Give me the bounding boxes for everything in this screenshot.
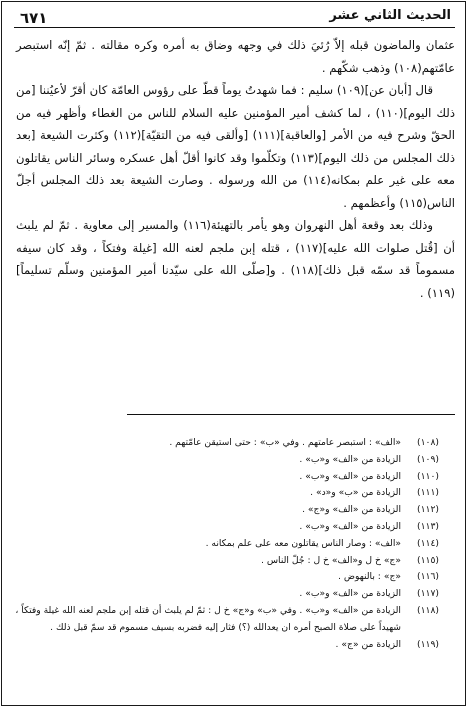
footnote-text: «الف» : استبصر عامتهم . وفي «ب» : حتى استيقن عامّتهم .: [169, 437, 401, 448]
footnote-separator: [127, 414, 455, 415]
footnote: [16, 469, 439, 486]
header-rule: [14, 27, 455, 28]
footnote-text: «ج» : بالنهوض .: [338, 571, 401, 583]
footnote-number: (١١٢): [417, 504, 439, 516]
footnote-text: الزيادة من «الف» و«ب» .: [299, 520, 401, 532]
footnote-text: الزيادة من «الف» و«ب» .: [299, 453, 401, 465]
footnote: [16, 553, 439, 570]
footnote-text: الزيادة من «الف» و«ب» . وفي «ب» و«ج» خ ل : ثمّ لم يلبث أن قتله إبن ملجم لعنه الله غيلة وفتكاً ،: [15, 604, 401, 616]
footnote-number: (١١٧): [417, 588, 439, 600]
footnote-number: (١١١): [417, 487, 439, 499]
footnote: [16, 569, 439, 586]
footnote-number: (١١٨): [417, 604, 439, 616]
footnote: [16, 485, 439, 502]
footnote-number: (١١٩): [417, 638, 439, 650]
footnote-number: (١١٤): [417, 537, 439, 549]
footnote-text: «ج» خ ل و«الف» خ ل : جُلّ الناس .: [260, 554, 401, 566]
footnote-number: (١١٦): [417, 571, 439, 583]
footnote-continuation: [16, 620, 439, 637]
running-title: الحديث الثاني عشر: [329, 8, 451, 23]
footnote: [16, 502, 439, 519]
footnote: [16, 519, 439, 536]
page-number: ٦٧١: [20, 9, 48, 27]
footnote: [16, 536, 439, 553]
paragraph: قال [أبان عن](١٠٩) سليم : فما شهدتُ يوماً قطّ على رؤوس العامّة كان أقرّ لأعيُننا [من ذلك اليوم](١١٠) ، لما كشف أمير المؤمنين عليه السلام للناس من الغطاء وأظهر فيه من الحقّ وشرح فيه من الأمر [والعاقبة](١١١) [وألقى فيه من التقيّة](١١٢) وكثرت الشيعة [بعد ذلك المجلس من ذلك اليوم](١١٣) وتكلّموا وقد كانوا أقلّ أهل عسكره وسائر الناس يقاتلون معه على غير علم بمكانه(١١٤) من الله ورسوله . وصارت الشيعة بعد ذلك المجلس أجلّ الناس(١١٥) وأعظمهم .: [16, 83, 456, 210]
footnote-text: الزيادة من «الف» و«ج» .: [302, 504, 401, 516]
footnote: [16, 637, 439, 654]
footnote-number: (١١٥): [417, 554, 439, 566]
footnotes: [16, 435, 439, 653]
footnote-text: الزيادة من «ج» .: [335, 638, 401, 650]
footnote-text: شهيداً على صلاة الصبح أمره ان يعدالله (؟) فثار إليه فضربه بسيف مسموم قد سمّ قبل ذلك .: [50, 621, 401, 633]
footnote: [16, 603, 439, 620]
footnote-number: (١١٣): [417, 520, 439, 532]
paragraph: عثمان والماضون قبله إلاّ رُئيَ ذلك في وجهه وضاق به أمره وكره مقالته . ثمّ إنّه استبصر عامّتهم(١٠٨) وذهب شكّهم .: [16, 38, 455, 75]
main-text: [16, 34, 455, 304]
footnote: [16, 452, 439, 469]
footnote: [16, 586, 439, 603]
footnote: [16, 435, 439, 452]
footnote-text: «الف» : وصار الناس يقاتلون معه على علم بمكانه .: [205, 537, 401, 549]
footnote-number: (١١٠): [417, 470, 439, 482]
paragraph: وذلك بعد وقعة أهل النهروان وهو يأمر بالتهيئة(١١٦) والمسير إلى معاوية . ثمّ لم يلبث أن [قُتل صلوات الله عليه](١١٧) ، قتله إبن ملجم لعنه الله [غيلة وفتكاً ، وقد كان سيفه مسموماً قد سمّه قبل ذلك](١١٨) . و[صلّى الله على سيّدنا أمير المؤمنين وسلّم تسليماً](١١٩) .: [16, 218, 456, 300]
footnote-text: الزيادة من «الف» و«ب» .: [299, 470, 401, 482]
footnote-text: الزيادة من «الف» و«ب» .: [299, 588, 401, 600]
footnote-number: (١٠٩): [417, 453, 439, 465]
footnote-text: الزيادة من «ب» و«د» .: [310, 487, 401, 499]
footnote-number: (١٠٨): [417, 437, 439, 448]
